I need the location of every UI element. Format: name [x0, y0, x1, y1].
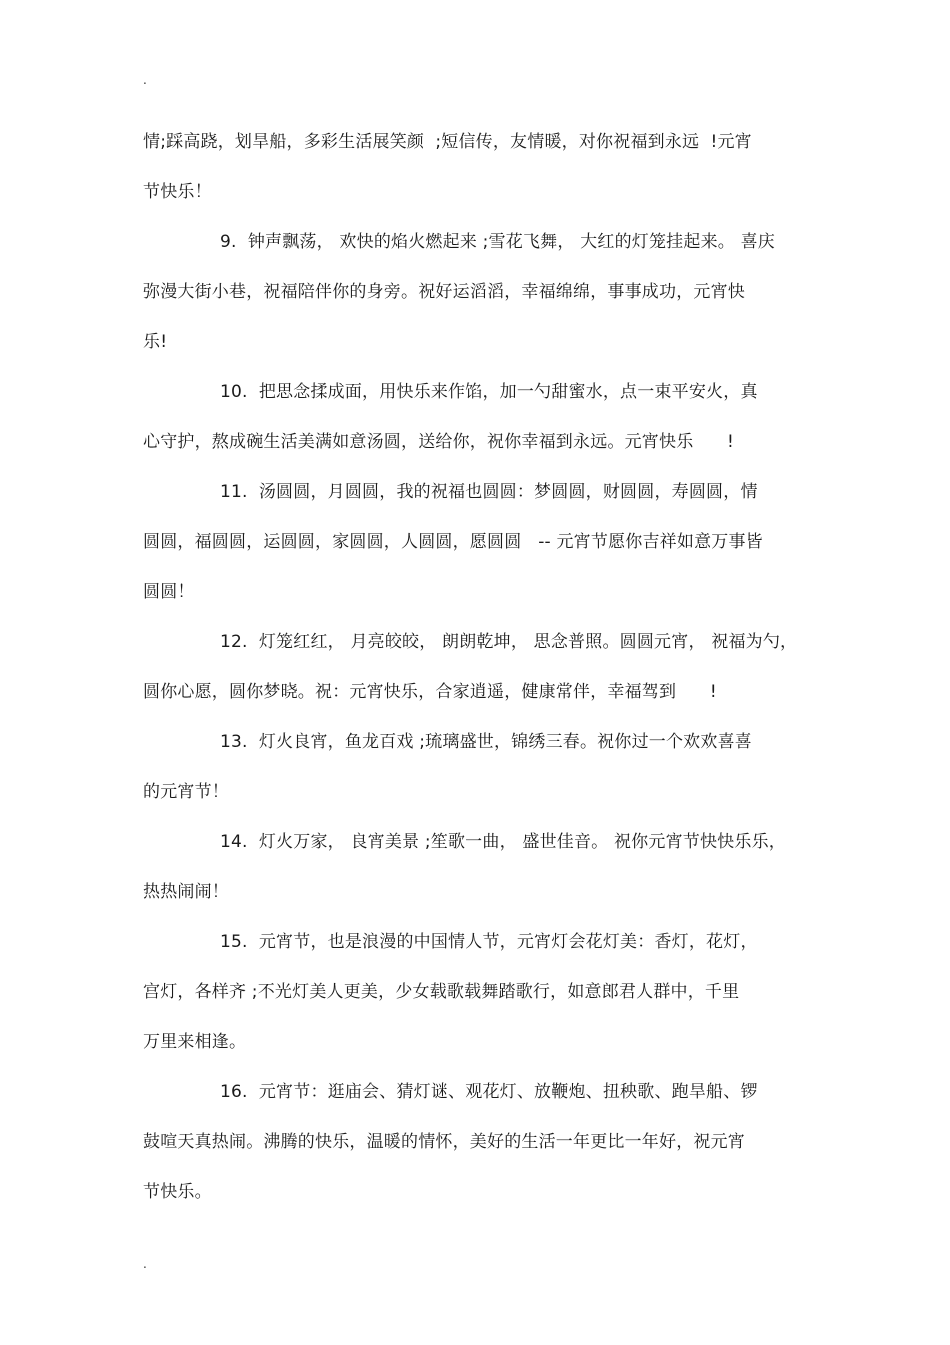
- text-line: 鼓喧天真热闹。沸腾的快乐，温暖的情怀，美好的生活一年更比一年好，祝元宵: [143, 1132, 745, 1152]
- text-line: 圆圆，福圆圆，运圆圆，家圆圆，人圆圆，愿圆圆 -- 元宵节愿你吉祥如意万事皆: [143, 532, 763, 552]
- text-line: 节快乐。: [143, 1182, 212, 1202]
- paragraph-9-first-line: 9. 钟声飘荡， 欢快的焰火燃起来 ;雪花飞舞， 大红的灯笼挂起来。 喜庆: [220, 232, 775, 252]
- text-line: 的元宵节！: [143, 782, 229, 802]
- paragraph-14-first-line: 14. 灯火万家， 良宵美景 ;笙歌一曲， 盛世佳音。 祝你元宵节快快乐乐，: [220, 832, 786, 852]
- top-page-marker: .: [143, 73, 147, 87]
- text-line: 圆你心愿，圆你梦晓。祝：元宵快乐，合家逍遥，健康常伴，幸福驾到 !: [143, 682, 717, 702]
- paragraph-15-first-line: 15. 元宵节，也是浪漫的中国情人节，元宵灯会花灯美：香灯，花灯，: [220, 932, 758, 952]
- text-line: 乐!: [143, 332, 168, 352]
- paragraph-12-first-line: 12. 灯笼红红， 月亮皎皎， 朗朗乾坤， 思念普照。圆圆元宵， 祝福为勺，: [220, 632, 798, 652]
- text-line: 热热闹闹！: [143, 882, 229, 902]
- text-line: 情;踩高跷，划旱船，多彩生活展笑颜 ;短信传，友情暖，对你祝福到永远 !元宵: [143, 132, 752, 152]
- text-line: 万里来相逢。: [143, 1032, 247, 1052]
- text-line: 节快乐！: [143, 182, 212, 202]
- text-line: 圆圆！: [143, 582, 195, 602]
- text-line: 弥漫大街小巷，祝福陪伴你的身旁。祝好运滔滔，幸福绵绵，事事成功，元宵快: [143, 282, 745, 302]
- text-line: 心守护，熬成碗生活美满如意汤圆，送给你，祝你幸福到永远。元宵快乐 !: [143, 432, 735, 452]
- paragraph-13-first-line: 13. 灯火良宵，鱼龙百戏 ;琉璃盛世，锦绣三春。祝你过一个欢欢喜喜: [220, 732, 752, 752]
- text-line: 宫灯，各样齐 ;不光灯美人更美，少女载歌载舞踏歌行，如意郎君人群中，千里: [143, 982, 740, 1002]
- paragraph-10-first-line: 10. 把思念揉成面，用快乐来作馅，加一勺甜蜜水，点一束平安火，真: [220, 382, 758, 402]
- paragraph-16-first-line: 16. 元宵节：逛庙会、猜灯谜、观花灯、放鞭炮、扭秧歌、跑旱船、锣: [220, 1082, 758, 1102]
- bottom-page-marker: .: [143, 1257, 147, 1271]
- paragraph-11-first-line: 11. 汤圆圆，月圆圆，我的祝福也圆圆：梦圆圆，财圆圆，寿圆圆，情: [220, 482, 758, 502]
